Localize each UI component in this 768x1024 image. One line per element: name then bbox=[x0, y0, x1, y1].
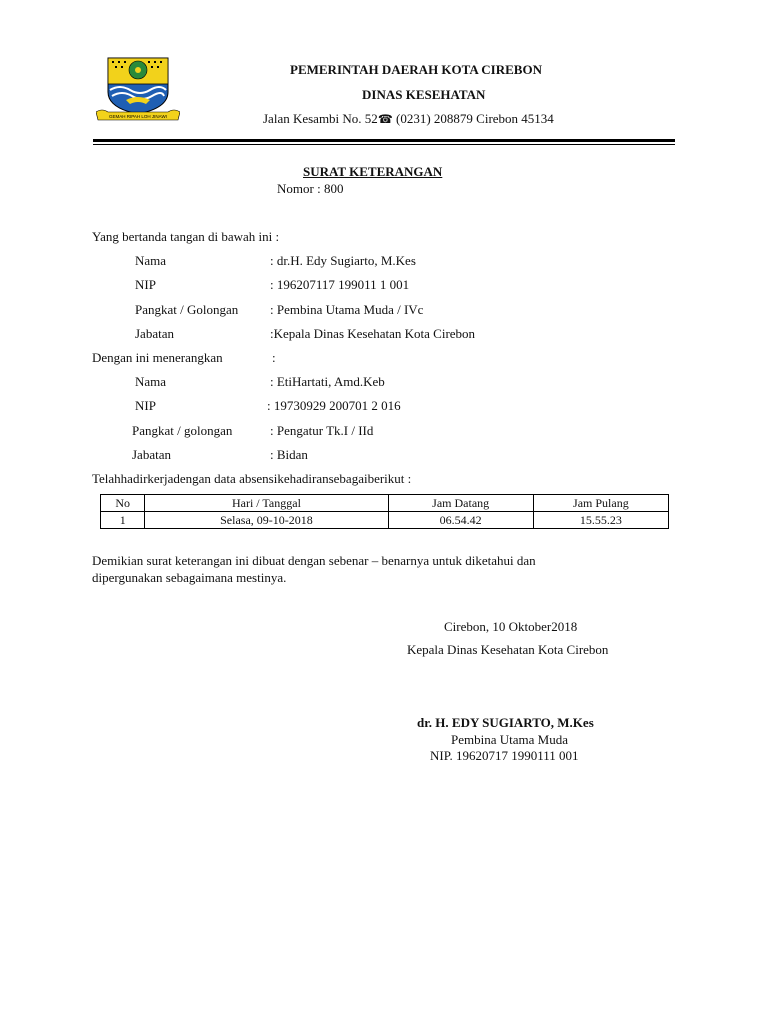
letterhead-department: DINAS KESEHATAN bbox=[362, 87, 486, 102]
intro-text: Yang bertanda tangan di bawah ini : bbox=[92, 229, 280, 244]
table-intro: Telahhadirkerjadengan data absensikehadiransebagaiberikut : bbox=[92, 471, 412, 486]
cell-date: Selasa, 09-10-2018 bbox=[145, 512, 388, 529]
signature-name: dr. H. EDY SUGIARTO, M.Kes bbox=[417, 715, 594, 730]
signer-value-name: : dr.H. Edy Sugiarto, M.Kes bbox=[270, 253, 416, 268]
city-logo bbox=[96, 54, 180, 124]
subject-value-position: : Bidan bbox=[270, 447, 308, 462]
header-divider-thin bbox=[93, 144, 675, 145]
table-header-row bbox=[101, 495, 669, 512]
signature-rank: Pembina Utama Muda bbox=[451, 732, 568, 747]
signer-value-position: :Kepala Dinas Kesehatan Kota Cirebon bbox=[270, 326, 476, 341]
header-departure: Jam Pulang bbox=[533, 495, 668, 512]
closing-line-1: Demikian surat keterangan ini dibuat dengan sebenar – benarnya untuk diketahui dan bbox=[92, 553, 536, 568]
signature-place-date: Cirebon, 10 Oktober2018 bbox=[444, 619, 578, 634]
header-divider-thick bbox=[93, 139, 675, 142]
address-street: Jalan Kesambi No. 52 bbox=[263, 111, 378, 126]
cell-no: 1 bbox=[101, 512, 145, 529]
signer-label-rank: Pangkat / Golongan bbox=[135, 302, 239, 317]
header-arrival: Jam Datang bbox=[388, 495, 533, 512]
signer-label-position: Jabatan bbox=[135, 326, 174, 341]
table-row bbox=[101, 512, 669, 529]
subject-label-nip: NIP bbox=[135, 398, 156, 413]
subject-label-rank: Pangkat / golongan bbox=[132, 423, 233, 438]
letterhead-government: PEMERINTAH DAERAH KOTA CIREBON bbox=[290, 62, 542, 77]
document-number: Nomor : 800 bbox=[277, 181, 344, 196]
signer-label-name: Nama bbox=[135, 253, 167, 268]
header-no: No bbox=[101, 495, 145, 512]
letterhead-address bbox=[263, 111, 554, 127]
cell-arrival: 06.54.42 bbox=[388, 512, 533, 529]
declare-label: Dengan ini menerangkan bbox=[92, 350, 223, 365]
subject-value-name: : EtiHartati, Amd.Keb bbox=[270, 374, 385, 389]
signer-label-nip: NIP bbox=[135, 277, 156, 292]
logo-motto-text: GEMAH RIPAH LOH JINAWI bbox=[108, 114, 168, 119]
attendance-table bbox=[100, 494, 669, 529]
subject-label-position: Jabatan bbox=[132, 447, 171, 462]
subject-value-rank: : Pengatur Tk.I / IId bbox=[270, 423, 374, 438]
telephone-icon: ☎ bbox=[377, 112, 393, 126]
declare-colon: : bbox=[272, 350, 276, 365]
document-title: SURAT KETERANGAN bbox=[303, 164, 443, 179]
cell-departure: 15.55.23 bbox=[533, 512, 668, 529]
closing-line-2: dipergunakan sebagaimana mestinya. bbox=[92, 570, 287, 585]
signer-value-nip: : 196207117 199011 1 001 bbox=[270, 277, 410, 292]
subject-value-nip: : 19730929 200701 2 016 bbox=[267, 398, 401, 413]
signer-value-rank: : Pembina Utama Muda / IVc bbox=[270, 302, 424, 317]
signature-position: Kepala Dinas Kesehatan Kota Cirebon bbox=[407, 642, 609, 657]
subject-label-name: Nama bbox=[135, 374, 167, 389]
signature-nip: NIP. 19620717 1990111 001 bbox=[430, 748, 579, 763]
header-date: Hari / Tanggal bbox=[145, 495, 388, 512]
address-phone-city: (0231) 208879 Cirebon 45134 bbox=[392, 111, 554, 126]
